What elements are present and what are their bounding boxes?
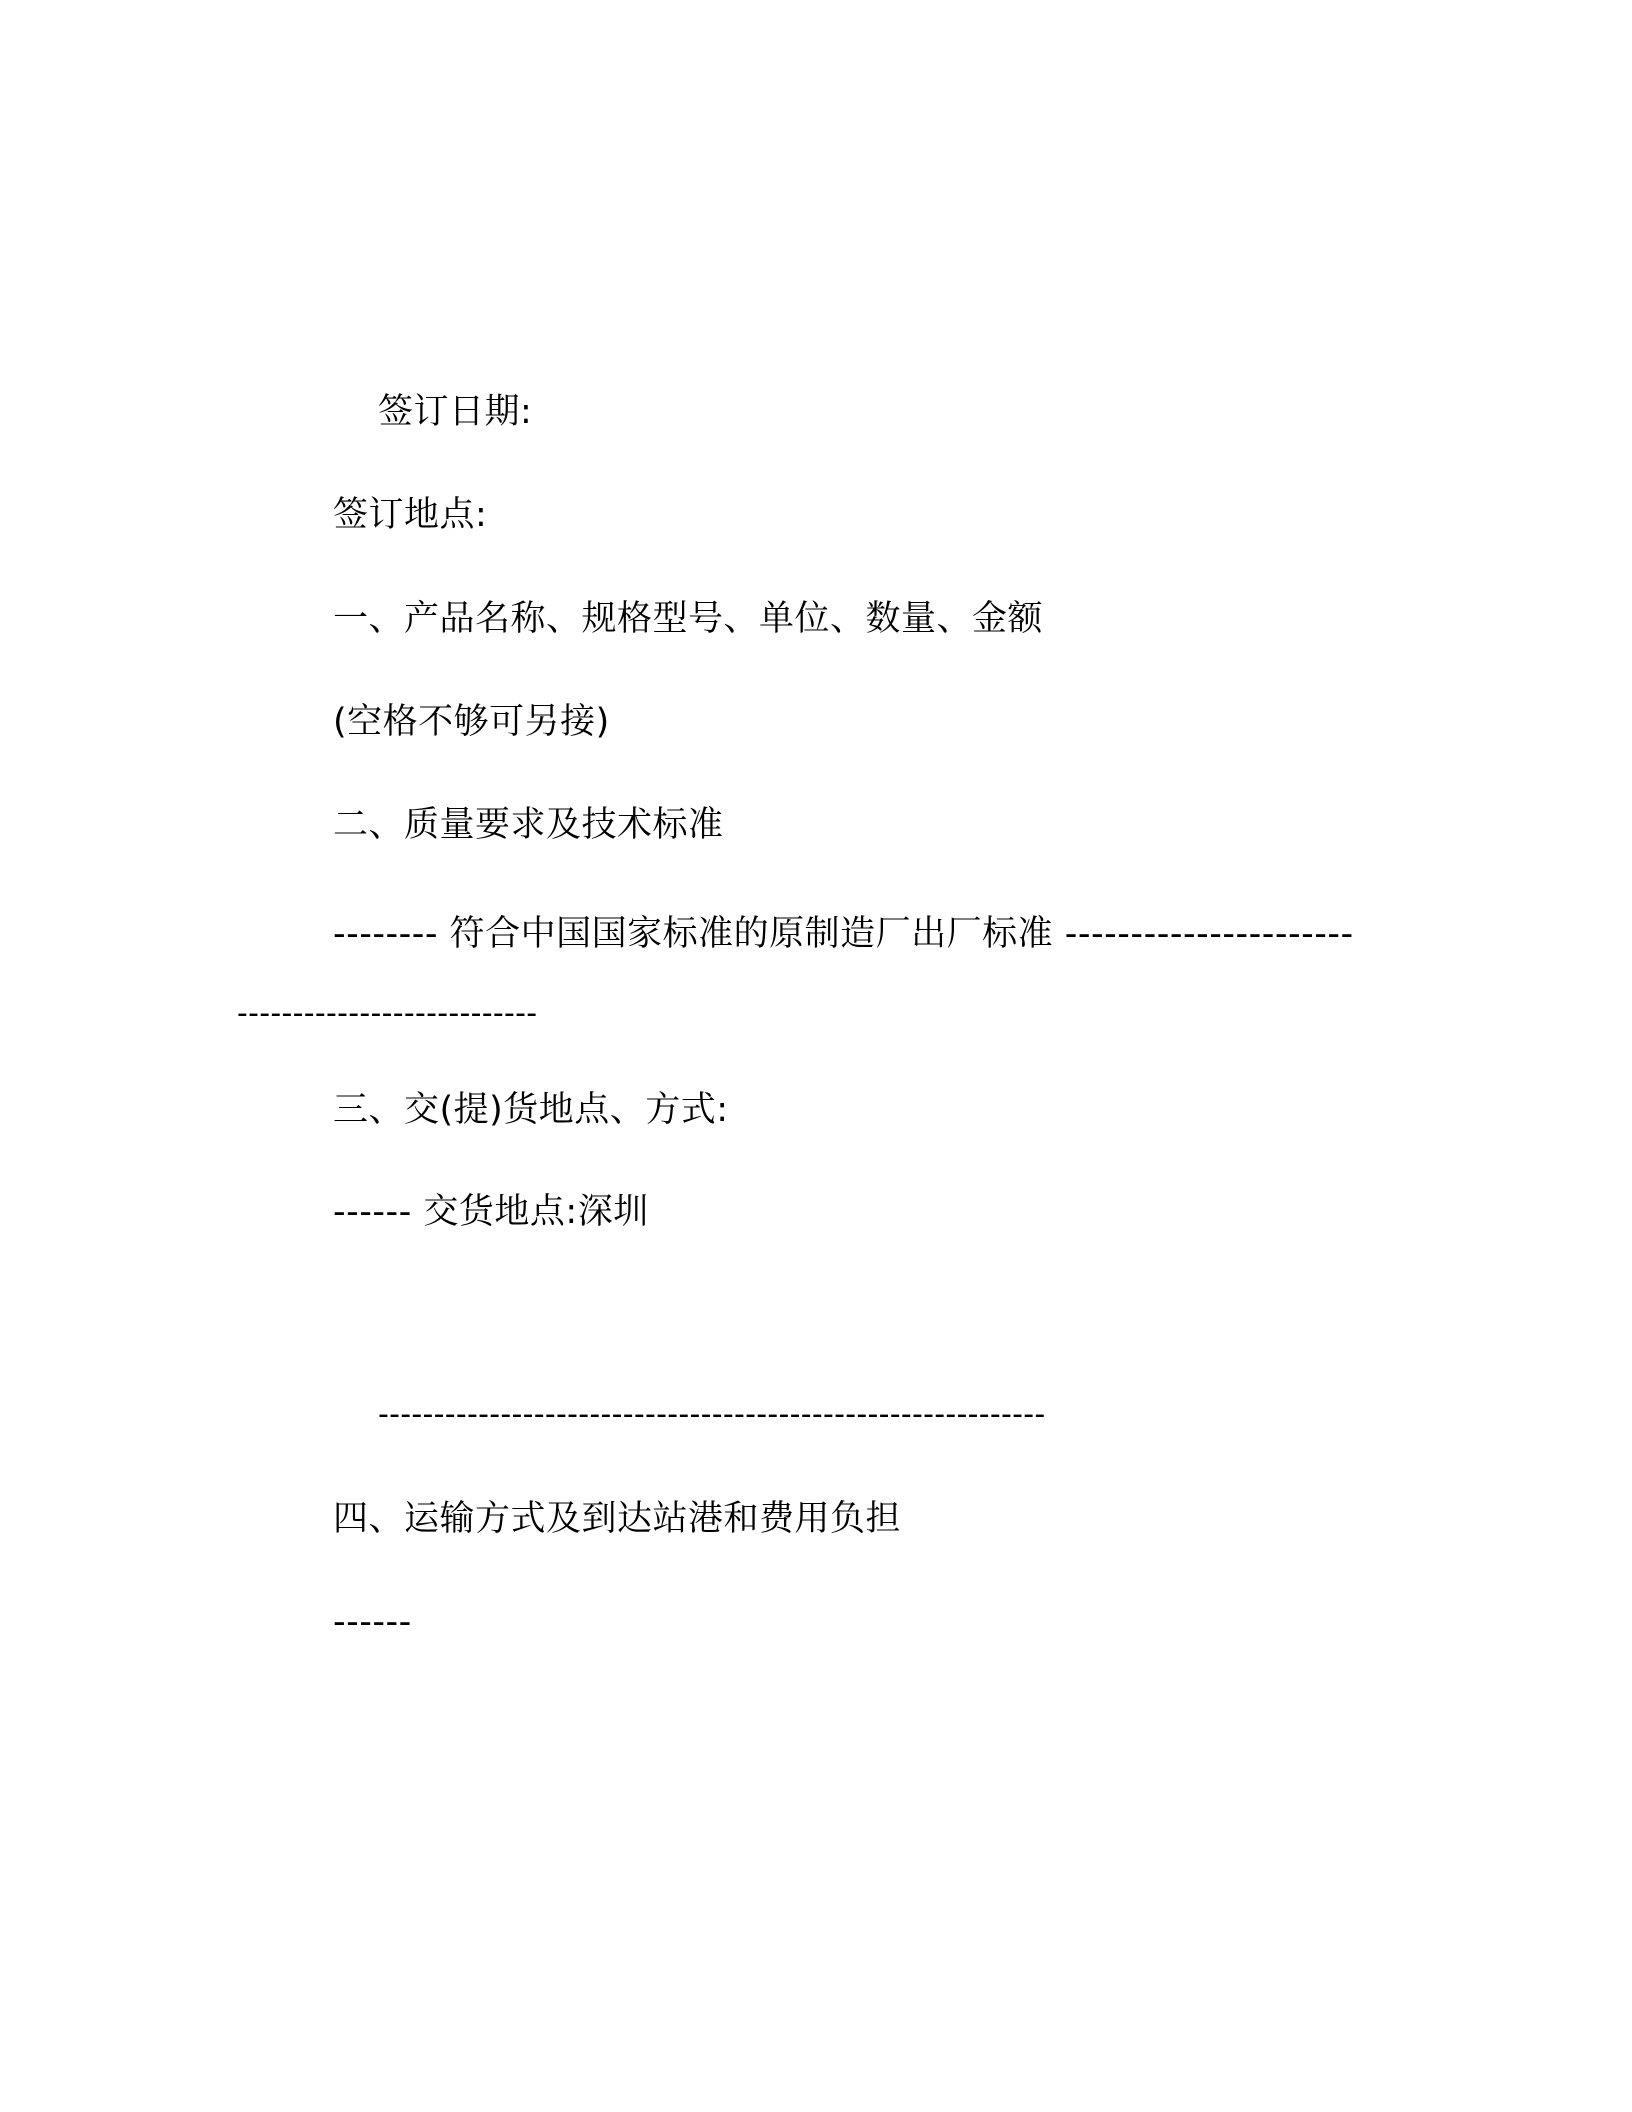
- section-2-content: -------- 符合中国国家标准的原制造厂出厂标准 ----------------------: [333, 914, 1354, 954]
- section-1-note: (空格不够可另接): [333, 702, 610, 742]
- section-2-content-continuation: ---------------------------: [237, 996, 538, 1031]
- signing-date-label: 签订日期:: [378, 392, 533, 432]
- section-2-heading: 二、质量要求及技术标准: [333, 805, 724, 845]
- section-4-content: ------: [333, 1602, 412, 1642]
- section-3-dashed-rule: ------------------------------------------------------------: [378, 1397, 1046, 1432]
- signing-place-label: 签订地点:: [333, 495, 488, 535]
- section-3-heading: 三、交(提)货地点、方式:: [333, 1090, 729, 1130]
- section-3-content: ------ 交货地点:深圳: [333, 1192, 649, 1232]
- section-1-heading: 一、产品名称、规格型号、单位、数量、金额: [333, 599, 1044, 639]
- section-4-heading: 四、运输方式及到达站港和费用负担: [333, 1499, 902, 1539]
